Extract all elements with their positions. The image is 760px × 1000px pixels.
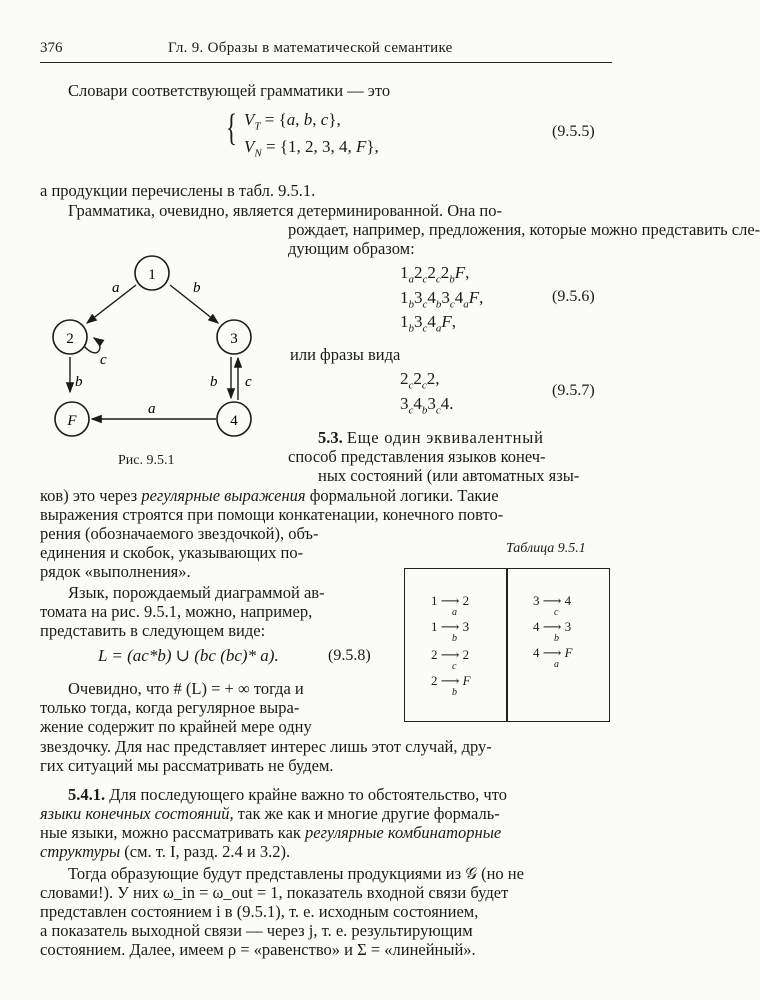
edge-label-b-2-F: b <box>75 374 83 390</box>
section-5-4-1-line-3 <box>40 823 501 842</box>
section-5-3-line-3: ных состояний (или автоматных язы- <box>318 466 580 485</box>
paragraph-grammar-line-3: дующим образом: <box>288 239 415 258</box>
eq-9-5-6-line-2: $1_b3_c4_b3_c4_aF$, <box>400 288 484 311</box>
section-5-4-1-line-4 <box>40 842 290 861</box>
paragraph-obvious-line-2: только тогда, когда регулярное выра- <box>40 698 300 717</box>
section-5-3-line-1 <box>318 428 544 447</box>
node-label-F: F <box>67 413 77 429</box>
table-row: 4 ⟶ 3 b <box>533 619 572 644</box>
section-5-4-1-line-2 <box>40 804 500 823</box>
regular-combinatorial-term: регулярные комбинаторные <box>305 823 502 842</box>
header-rule <box>40 62 612 63</box>
eq-9-5-5-number: (9.5.5) <box>552 123 595 140</box>
section-5-4-1-text-2: так же как и многие другие формаль- <box>233 804 500 823</box>
table-row: 2 ⟶ 2 c <box>431 647 470 672</box>
eq-9-5-5-line-2: $V_N = \{1$, 2, 3, 4, F}, <box>244 137 379 160</box>
paragraph-language-line-1: Язык, порождаемый диаграммой ав- <box>68 583 325 602</box>
paragraph-last-line-4: а показатель выходной связи — через j, т. е. результирующим <box>40 921 473 940</box>
edge-label-a-4-F: a <box>148 401 156 417</box>
productions-table <box>404 568 610 722</box>
node-label-1: 1 <box>148 267 156 283</box>
section-5-3-line-6: рения (обозначаемого звездочкой), объ- <box>40 524 319 543</box>
paragraph-last-line-3: представлен состоянием i в (9.5.1), т. е. исходным состоянием, <box>40 902 479 921</box>
brace: { <box>226 107 237 149</box>
table-row: 2 ⟶ F b <box>431 673 471 698</box>
eq-9-5-6-number: (9.5.6) <box>552 288 595 305</box>
section-5-3-line-2: способ представления языков конеч- <box>288 447 546 466</box>
edge-label-b-3-4: b <box>210 374 218 390</box>
edge-label-a-1-2: a <box>112 280 120 296</box>
regular-expressions-term: регулярные выражения <box>141 486 306 505</box>
paragraph-last-line-5: состоянием. Далее, имеем ρ = «равенство» и Σ = «линейный». <box>40 940 476 959</box>
figure-caption: Рис. 9.5.1 <box>118 453 175 468</box>
edge-label-c-4-3: c <box>245 374 252 390</box>
paragraph-language-line-3: представить в следующем виде: <box>40 621 266 640</box>
eq-9-5-6-line-1: $1_a2_c2_c2_bF$, <box>400 263 470 286</box>
section-5-3-line-5: выражения строятся при помощи конкатенации, конечного повто- <box>40 505 504 524</box>
paragraph-obvious-line-1: Очевидно, что # (L) = + ∞ тогда и <box>68 679 304 698</box>
eq-9-5-7-number: (9.5.7) <box>552 382 595 399</box>
node-label-2: 2 <box>66 331 74 347</box>
state-diagram <box>40 250 280 450</box>
table-row: 4 ⟶ F a <box>533 645 573 670</box>
section-5-3-text-1: Еще один эквивалентный <box>346 428 544 447</box>
eq-9-5-5-line-1: $V_T = \{a$, b, c}, <box>244 110 341 133</box>
section-5-3-line-7: единения и скобок, указывающих по- <box>40 543 304 562</box>
eq-9-5-6-line-3: $1_b3_c4_aF$, <box>400 312 457 335</box>
table-divider <box>506 569 508 721</box>
table-row: 1 ⟶ 3 b <box>431 619 470 644</box>
section-5-3-line-4-b: формальной логики. Такие <box>305 486 499 505</box>
paragraph-obvious-line-3: жение содержит по крайней мере одну <box>40 717 312 736</box>
running-title: Гл. 9. Образы в математической семантике <box>168 40 453 56</box>
paragraph-language-line-2: томата на рис. 9.5.1, можно, например, <box>40 602 313 621</box>
paragraph-obvious-line-5: гих ситуаций мы рассматривать не будем. <box>40 756 334 775</box>
or-phrases-text: или фразы вида <box>290 345 401 364</box>
paragraph-grammar-line-2: рождает, например, предложения, которые можно представить сле- <box>288 220 760 239</box>
page-number: 376 <box>40 40 63 56</box>
eq-9-5-7-line-2: $3_c4_b3_c4$. <box>400 394 454 417</box>
section-5-4-1-line-1 <box>68 785 507 804</box>
section-5-3-line-8: рядок «выполнения». <box>40 562 191 581</box>
section-5-4-1-text-1: Для последующего крайне важно то обстоятельство, что <box>105 785 507 804</box>
paragraph-last-line-1: Тогда образующие будут представлены продукциями из 𝒢 (но не <box>68 864 524 883</box>
paragraph-table-ref: а продукции перечислены в табл. 9.5.1. <box>40 181 316 200</box>
eq-9-5-8-formula: L = (ac*b) ∪ (bc (bc)* a). <box>98 646 279 665</box>
section-5-3-number: 5.3. <box>318 428 343 447</box>
finite-state-languages-term: языки конечных состояний, <box>40 804 234 823</box>
table-title: Таблица 9.5.1 <box>506 541 586 556</box>
eq-9-5-8-number: (9.5.8) <box>328 647 371 664</box>
section-5-4-1-number: 5.4.1. <box>68 785 106 804</box>
paragraph-grammar-line-1: Грамматика, очевидно, является детерминированной. Она по- <box>68 201 503 220</box>
section-5-3-line-4-a: ков) это через <box>40 486 142 505</box>
table-row: 3 ⟶ 4 c <box>533 593 572 618</box>
section-5-3-line-4 <box>40 486 499 505</box>
node-label-3: 3 <box>230 331 238 347</box>
node-label-4: 4 <box>230 413 238 429</box>
paragraph-obvious-line-4: звездочку. Для нас представляет интерес лишь этот случай, дру- <box>40 737 492 756</box>
paragraph-last-line-2: словами!). У них ω_in = ω_out = 1, показатель входной связи будет <box>40 883 509 902</box>
paragraph-vocabularies: Словари соответствующей грамматики — это <box>68 81 391 100</box>
table-row: 1 ⟶ 2 a <box>431 593 470 618</box>
edge-label-c-loop: c <box>100 352 107 368</box>
eq-9-5-7-line-1: $2_c2_c2$, <box>400 369 440 392</box>
structures-term: структуры <box>40 842 121 861</box>
section-5-4-1-text-4: (см. т. I, разд. 2.4 и 3.2). <box>120 842 291 861</box>
section-5-4-1-text-3: ные языки, можно рассматривать как <box>40 823 306 842</box>
edge-label-b-1-3: b <box>193 280 201 296</box>
